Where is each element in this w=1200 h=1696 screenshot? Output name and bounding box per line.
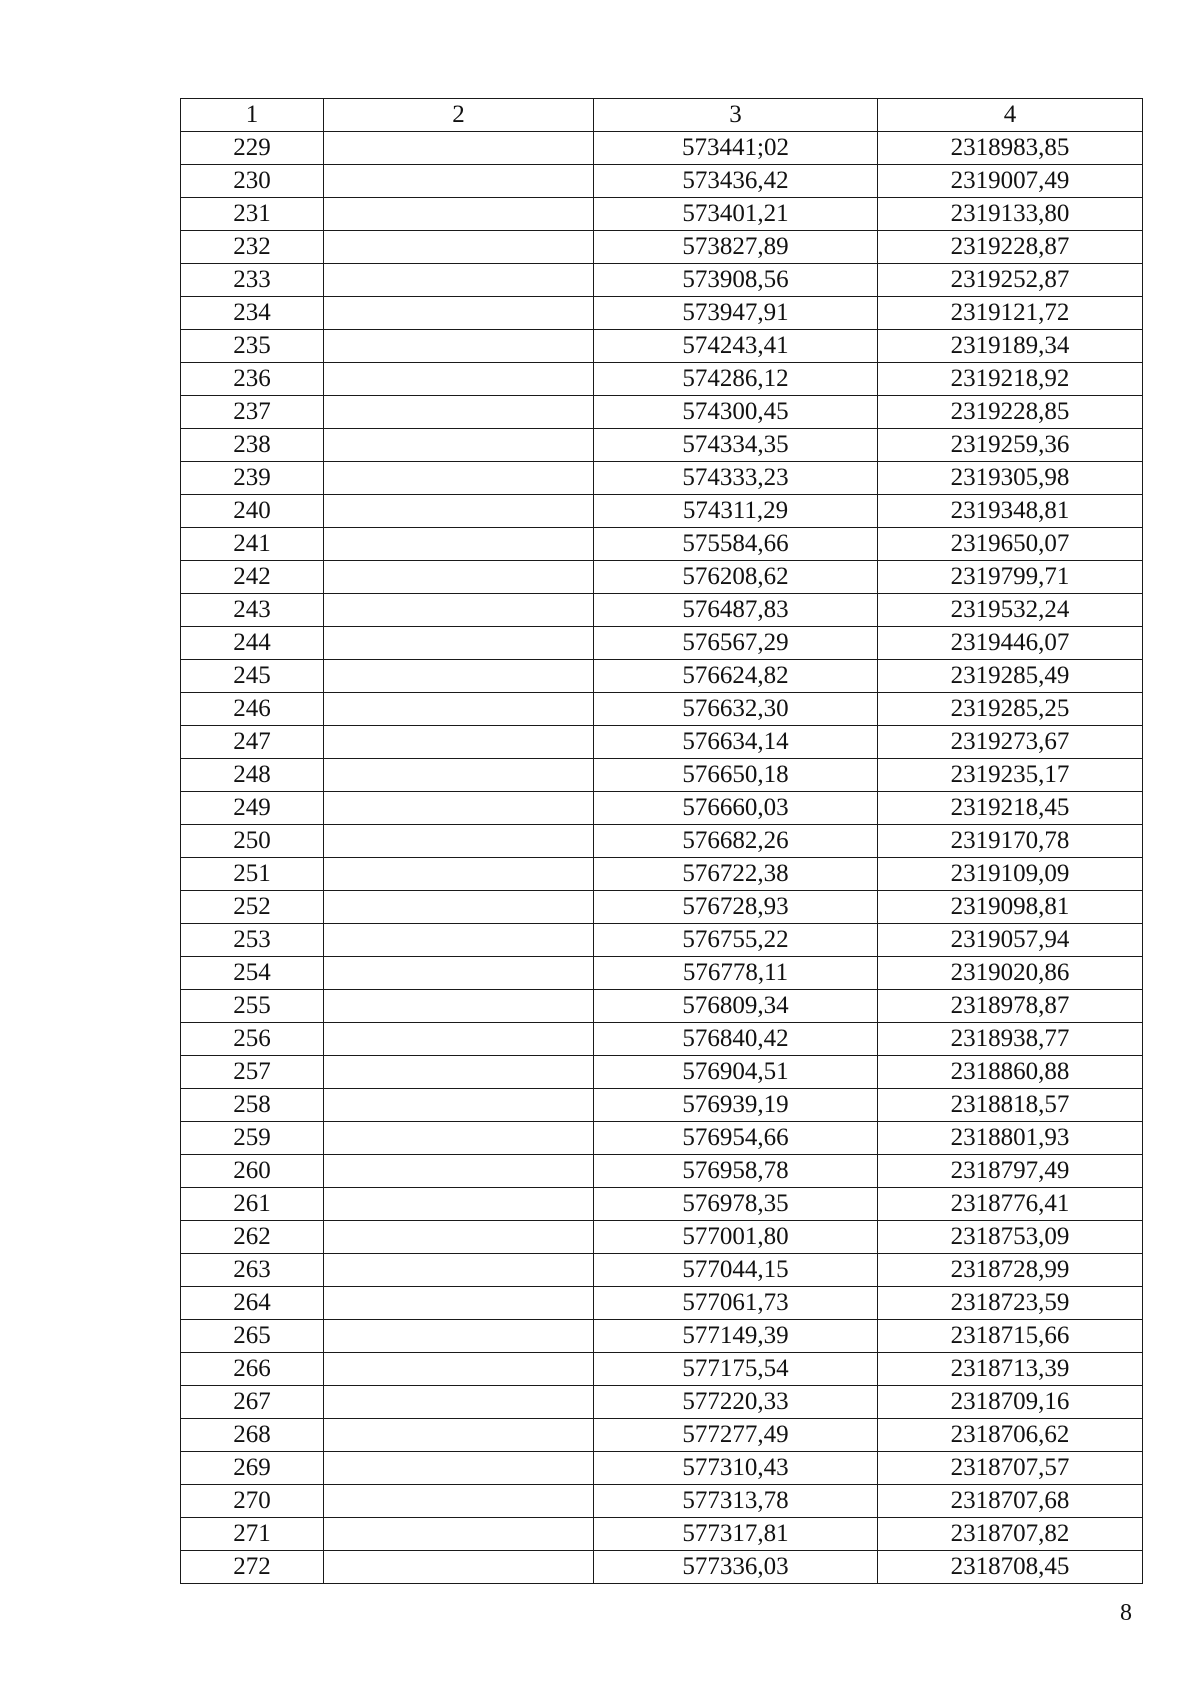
- point-number-cell: 270: [181, 1485, 324, 1518]
- coordinate-x-cell: 576660,03: [594, 792, 878, 825]
- table-row: [181, 924, 1143, 957]
- coordinate-x-cell: 577310,43: [594, 1452, 878, 1485]
- coordinate-x-cell: 576954,66: [594, 1122, 878, 1155]
- coordinate-y-cell: 2318707,82: [878, 1518, 1143, 1551]
- coordinate-x-cell: 577313,78: [594, 1485, 878, 1518]
- point-number-cell: 231: [181, 198, 324, 231]
- table-header: [181, 99, 1143, 132]
- column-2-cell: [324, 660, 594, 693]
- coordinate-x-cell: 576650,18: [594, 759, 878, 792]
- column-header-2: 2: [324, 99, 594, 132]
- column-2-cell: [324, 726, 594, 759]
- table-row: [181, 1023, 1143, 1056]
- coordinate-y-cell: 2318938,77: [878, 1023, 1143, 1056]
- table-row: [181, 1452, 1143, 1485]
- table-row: [181, 1287, 1143, 1320]
- column-2-cell: [324, 792, 594, 825]
- coordinate-x-cell: 574311,29: [594, 495, 878, 528]
- table-row: [181, 1221, 1143, 1254]
- column-2-cell: [324, 231, 594, 264]
- coordinate-x-cell: 573436,42: [594, 165, 878, 198]
- coordinate-y-cell: 2319170,78: [878, 825, 1143, 858]
- table-row: [181, 990, 1143, 1023]
- coordinate-x-cell: 576755,22: [594, 924, 878, 957]
- column-2-cell: [324, 264, 594, 297]
- coordinate-y-cell: 2318818,57: [878, 1089, 1143, 1122]
- column-2-cell: [324, 759, 594, 792]
- column-2-cell: [324, 1518, 594, 1551]
- column-header-4: 4: [878, 99, 1143, 132]
- point-number-cell: 261: [181, 1188, 324, 1221]
- column-header-3: 3: [594, 99, 878, 132]
- coordinate-x-cell: 574243,41: [594, 330, 878, 363]
- table-row: [181, 1155, 1143, 1188]
- coordinate-x-cell: 573908,56: [594, 264, 878, 297]
- column-2-cell: [324, 363, 594, 396]
- column-2-cell: [324, 693, 594, 726]
- column-2-cell: [324, 330, 594, 363]
- table-row: [181, 1485, 1143, 1518]
- coordinate-x-cell: 574286,12: [594, 363, 878, 396]
- table-row: [181, 726, 1143, 759]
- point-number-cell: 239: [181, 462, 324, 495]
- coordinate-y-cell: 2319109,09: [878, 858, 1143, 891]
- coordinate-x-cell: 577001,80: [594, 1221, 878, 1254]
- coordinate-y-cell: 2319285,25: [878, 693, 1143, 726]
- coordinate-y-cell: 2319007,49: [878, 165, 1143, 198]
- point-number-cell: 264: [181, 1287, 324, 1320]
- point-number-cell: 250: [181, 825, 324, 858]
- coordinate-y-cell: 2319057,94: [878, 924, 1143, 957]
- coordinate-x-cell: 576682,26: [594, 825, 878, 858]
- coordinate-y-cell: 2319218,92: [878, 363, 1143, 396]
- table-row: [181, 429, 1143, 462]
- column-2-cell: [324, 825, 594, 858]
- point-number-cell: 229: [181, 132, 324, 165]
- point-number-cell: 254: [181, 957, 324, 990]
- table-row: [181, 1122, 1143, 1155]
- column-2-cell: [324, 1254, 594, 1287]
- column-2-cell: [324, 1320, 594, 1353]
- coordinate-x-cell: 576728,93: [594, 891, 878, 924]
- coordinate-x-cell: 577220,33: [594, 1386, 878, 1419]
- coordinate-x-cell: 577061,73: [594, 1287, 878, 1320]
- point-number-cell: 263: [181, 1254, 324, 1287]
- coordinate-y-cell: 2318860,88: [878, 1056, 1143, 1089]
- point-number-cell: 237: [181, 396, 324, 429]
- point-number-cell: 258: [181, 1089, 324, 1122]
- table-row: [181, 1320, 1143, 1353]
- coordinate-y-cell: 2319532,24: [878, 594, 1143, 627]
- point-number-cell: 240: [181, 495, 324, 528]
- point-number-cell: 244: [181, 627, 324, 660]
- coordinate-y-cell: 2318753,09: [878, 1221, 1143, 1254]
- point-number-cell: 230: [181, 165, 324, 198]
- column-2-cell: [324, 1452, 594, 1485]
- column-2-cell: [324, 594, 594, 627]
- header-row: [181, 99, 1143, 132]
- coordinate-x-cell: 577277,49: [594, 1419, 878, 1452]
- coordinate-y-cell: 2318797,49: [878, 1155, 1143, 1188]
- coordinate-y-cell: 2319228,85: [878, 396, 1143, 429]
- coordinate-x-cell: 573441;02: [594, 132, 878, 165]
- table-row: [181, 693, 1143, 726]
- column-2-cell: [324, 1188, 594, 1221]
- coordinate-y-cell: 2319273,67: [878, 726, 1143, 759]
- coordinate-y-cell: 2318715,66: [878, 1320, 1143, 1353]
- column-2-cell: [324, 1056, 594, 1089]
- coordinate-x-cell: 576939,19: [594, 1089, 878, 1122]
- column-2-cell: [324, 957, 594, 990]
- point-number-cell: 246: [181, 693, 324, 726]
- coordinate-x-cell: 576809,34: [594, 990, 878, 1023]
- coordinate-x-cell: 576778,11: [594, 957, 878, 990]
- column-2-cell: [324, 858, 594, 891]
- table-row: [181, 363, 1143, 396]
- table-row: [181, 1188, 1143, 1221]
- coordinate-x-cell: 573401,21: [594, 198, 878, 231]
- column-2-cell: [324, 1485, 594, 1518]
- coordinate-y-cell: 2318709,16: [878, 1386, 1143, 1419]
- coordinate-y-cell: 2319446,07: [878, 627, 1143, 660]
- column-2-cell: [324, 1386, 594, 1419]
- coordinate-x-cell: 576904,51: [594, 1056, 878, 1089]
- table-row: [181, 528, 1143, 561]
- coordinate-x-cell: 573947,91: [594, 297, 878, 330]
- table-row: [181, 264, 1143, 297]
- table-row: [181, 462, 1143, 495]
- table-row: [181, 759, 1143, 792]
- coordinate-y-cell: 2319121,72: [878, 297, 1143, 330]
- column-2-cell: [324, 990, 594, 1023]
- table-row: [181, 330, 1143, 363]
- column-2-cell: [324, 165, 594, 198]
- column-2-cell: [324, 1221, 594, 1254]
- coordinate-y-cell: 2319098,81: [878, 891, 1143, 924]
- coordinate-y-cell: 2318776,41: [878, 1188, 1143, 1221]
- coordinate-y-cell: 2319020,86: [878, 957, 1143, 990]
- column-2-cell: [324, 495, 594, 528]
- table-row: [181, 1353, 1143, 1386]
- coordinate-y-cell: 2319305,98: [878, 462, 1143, 495]
- coordinate-y-cell: 2319228,87: [878, 231, 1143, 264]
- column-2-cell: [324, 1023, 594, 1056]
- coordinate-x-cell: 573827,89: [594, 231, 878, 264]
- coordinate-y-cell: 2319252,87: [878, 264, 1143, 297]
- coordinate-x-cell: 577149,39: [594, 1320, 878, 1353]
- point-number-cell: 271: [181, 1518, 324, 1551]
- table-row: [181, 1386, 1143, 1419]
- table-row: [181, 1518, 1143, 1551]
- coordinate-x-cell: 576958,78: [594, 1155, 878, 1188]
- coordinates-table: [180, 98, 1143, 1584]
- table-row: [181, 825, 1143, 858]
- table-body: [181, 132, 1143, 1584]
- point-number-cell: 255: [181, 990, 324, 1023]
- coordinate-y-cell: 2319189,34: [878, 330, 1143, 363]
- table-row: [181, 660, 1143, 693]
- table-row: [181, 132, 1143, 165]
- coordinate-x-cell: 577317,81: [594, 1518, 878, 1551]
- column-2-cell: [324, 1287, 594, 1320]
- coordinate-y-cell: 2318801,93: [878, 1122, 1143, 1155]
- table-row: [181, 1089, 1143, 1122]
- column-2-cell: [324, 924, 594, 957]
- point-number-cell: 235: [181, 330, 324, 363]
- table-row: [181, 198, 1143, 231]
- coordinate-y-cell: 2319285,49: [878, 660, 1143, 693]
- coordinate-y-cell: 2318723,59: [878, 1287, 1143, 1320]
- point-number-cell: 257: [181, 1056, 324, 1089]
- table-row: [181, 792, 1143, 825]
- coordinate-y-cell: 2319133,80: [878, 198, 1143, 231]
- point-number-cell: 249: [181, 792, 324, 825]
- table-row: [181, 561, 1143, 594]
- column-2-cell: [324, 891, 594, 924]
- point-number-cell: 262: [181, 1221, 324, 1254]
- column-2-cell: [324, 198, 594, 231]
- column-2-cell: [324, 1353, 594, 1386]
- point-number-cell: 253: [181, 924, 324, 957]
- table-row: [181, 495, 1143, 528]
- column-2-cell: [324, 462, 594, 495]
- point-number-cell: 243: [181, 594, 324, 627]
- table-row: [181, 1551, 1143, 1584]
- point-number-cell: 238: [181, 429, 324, 462]
- column-2-cell: [324, 627, 594, 660]
- coordinate-x-cell: 575584,66: [594, 528, 878, 561]
- point-number-cell: 266: [181, 1353, 324, 1386]
- coordinate-x-cell: 577336,03: [594, 1551, 878, 1584]
- point-number-cell: 267: [181, 1386, 324, 1419]
- point-number-cell: 251: [181, 858, 324, 891]
- point-number-cell: 234: [181, 297, 324, 330]
- coordinate-y-cell: 2318728,99: [878, 1254, 1143, 1287]
- column-2-cell: [324, 429, 594, 462]
- column-2-cell: [324, 132, 594, 165]
- coordinate-x-cell: 574334,35: [594, 429, 878, 462]
- coordinate-x-cell: 576624,82: [594, 660, 878, 693]
- coordinate-y-cell: 2319650,07: [878, 528, 1143, 561]
- point-number-cell: 265: [181, 1320, 324, 1353]
- column-2-cell: [324, 561, 594, 594]
- point-number-cell: 259: [181, 1122, 324, 1155]
- point-number-cell: 256: [181, 1023, 324, 1056]
- coordinate-x-cell: 576840,42: [594, 1023, 878, 1056]
- point-number-cell: 247: [181, 726, 324, 759]
- coordinate-y-cell: 2319218,45: [878, 792, 1143, 825]
- point-number-cell: 232: [181, 231, 324, 264]
- point-number-cell: 252: [181, 891, 324, 924]
- coordinate-y-cell: 2319348,81: [878, 495, 1143, 528]
- point-number-cell: 242: [181, 561, 324, 594]
- table-row: [181, 231, 1143, 264]
- point-number-cell: 236: [181, 363, 324, 396]
- column-2-cell: [324, 1419, 594, 1452]
- column-2-cell: [324, 1155, 594, 1188]
- table-row: [181, 396, 1143, 429]
- column-2-cell: [324, 528, 594, 561]
- column-2-cell: [324, 297, 594, 330]
- point-number-cell: 269: [181, 1452, 324, 1485]
- table-row: [181, 1419, 1143, 1452]
- coordinate-y-cell: 2318978,87: [878, 990, 1143, 1023]
- coordinate-y-cell: 2319259,36: [878, 429, 1143, 462]
- column-2-cell: [324, 1551, 594, 1584]
- table-row: [181, 165, 1143, 198]
- coordinate-y-cell: 2319799,71: [878, 561, 1143, 594]
- coordinate-y-cell: 2318706,62: [878, 1419, 1143, 1452]
- table-row: [181, 594, 1143, 627]
- point-number-cell: 233: [181, 264, 324, 297]
- column-2-cell: [324, 1089, 594, 1122]
- coordinate-x-cell: 576722,38: [594, 858, 878, 891]
- page-number: 8: [1120, 1600, 1132, 1626]
- point-number-cell: 260: [181, 1155, 324, 1188]
- coordinate-x-cell: 576634,14: [594, 726, 878, 759]
- coordinate-y-cell: 2318713,39: [878, 1353, 1143, 1386]
- coordinate-x-cell: 576567,29: [594, 627, 878, 660]
- coordinate-x-cell: 576978,35: [594, 1188, 878, 1221]
- coordinate-x-cell: 577175,54: [594, 1353, 878, 1386]
- coordinate-y-cell: 2318708,45: [878, 1551, 1143, 1584]
- coordinate-x-cell: 576632,30: [594, 693, 878, 726]
- table-row: [181, 627, 1143, 660]
- table-row: [181, 891, 1143, 924]
- table-row: [181, 297, 1143, 330]
- coordinate-y-cell: 2318707,57: [878, 1452, 1143, 1485]
- coordinate-x-cell: 577044,15: [594, 1254, 878, 1287]
- coordinate-x-cell: 576487,83: [594, 594, 878, 627]
- column-header-1: 1: [181, 99, 324, 132]
- point-number-cell: 241: [181, 528, 324, 561]
- coordinate-x-cell: 574333,23: [594, 462, 878, 495]
- coordinate-y-cell: 2319235,17: [878, 759, 1143, 792]
- table-row: [181, 858, 1143, 891]
- point-number-cell: 248: [181, 759, 324, 792]
- table-row: [181, 1254, 1143, 1287]
- point-number-cell: 245: [181, 660, 324, 693]
- point-number-cell: 272: [181, 1551, 324, 1584]
- coordinate-y-cell: 2318983,85: [878, 132, 1143, 165]
- column-2-cell: [324, 396, 594, 429]
- coordinate-y-cell: 2318707,68: [878, 1485, 1143, 1518]
- point-number-cell: 268: [181, 1419, 324, 1452]
- column-2-cell: [324, 1122, 594, 1155]
- coordinate-x-cell: 574300,45: [594, 396, 878, 429]
- table-row: [181, 1056, 1143, 1089]
- coordinate-x-cell: 576208,62: [594, 561, 878, 594]
- table-row: [181, 957, 1143, 990]
